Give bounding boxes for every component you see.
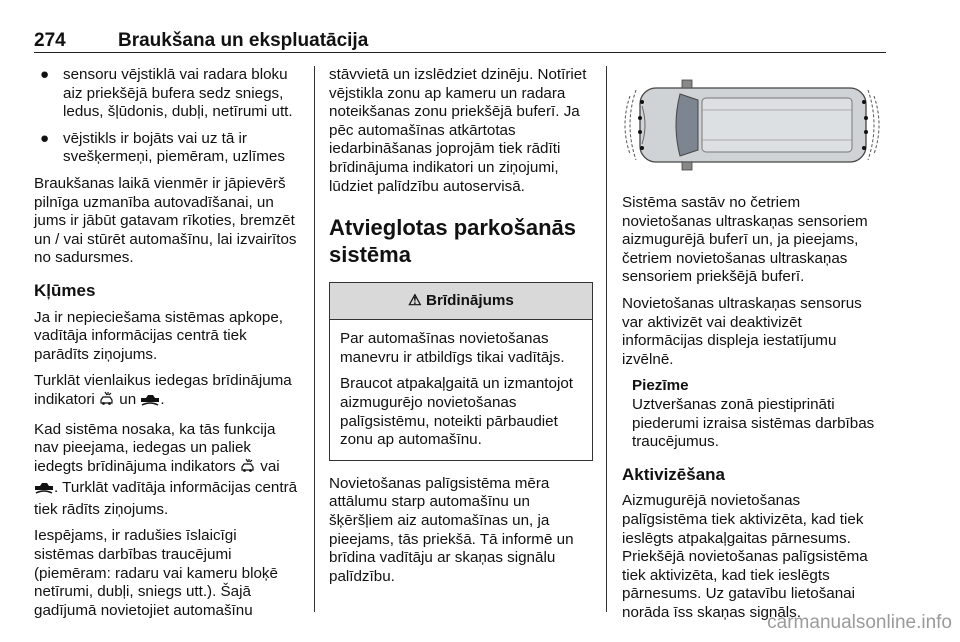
page-number: 274 (34, 30, 66, 51)
heading-faults: Kļūmes (34, 280, 96, 300)
paragraph: Novietošanas ultraskaņas sensorus var aktivizēt vai deaktivizēt informācijas displeja iestatījumu izvēlnē. (622, 294, 862, 368)
page-header (34, 30, 886, 53)
car-top-view-icon (622, 66, 886, 184)
note-title: Piezīme (632, 377, 689, 395)
lane-departure-icon (34, 481, 54, 501)
paragraph: Ja ir nepieciešama sistēmas apkope, vadītāja informācijas centrā tiek parādīts ziņojums. (34, 308, 284, 363)
warning-box (329, 282, 593, 461)
paragraph: Aizmugurējā novietošanas palīgsistēma tiek aktivizēta, kad tiek ieslēgts atpakaļgaitas pārnesums. Priekšējā novietošanas palīgsistēma tiek aktivizēta, kad tiek ieslēgts pārnesums. Uz gatavību lietošanai norāda īss skaņas signāls. (622, 492, 868, 621)
bullet-item (34, 66, 298, 122)
column-divider (606, 66, 607, 612)
warning-body (330, 320, 592, 460)
column-3 (622, 66, 886, 630)
column-2 (329, 66, 593, 594)
paragraph: Sistēma sastāv no četriem novietošanas ultraskaņas sensoriem aizmugurējā buferī un, ja pieejams, četriem novietošanas ultraskaņas sensoriem priekšējā buferī. (622, 194, 868, 286)
collision-warning-icon (99, 391, 115, 413)
paragraph-text: Kad sistēma nosaka, ka tās funkcija nav pieejama, iedegas un paliek iedegts brīdinājuma indikators (34, 420, 276, 475)
bullet-text: vējstikls ir bojāts vai uz tā ir svešķermeņi, piemēram, uzlīmes (63, 129, 285, 166)
watermark-text: carmanualsonline.info (767, 612, 952, 633)
note-block (622, 377, 886, 451)
warning-header (330, 283, 592, 320)
paragraph (34, 372, 298, 412)
heading-activation: Aktivizēšana (622, 464, 725, 484)
column-divider (314, 66, 315, 612)
bullet-dot-icon: ● (40, 66, 50, 83)
warning-text: Par automašīnas novietošanas manevru ir atbildīgs tikai vadītājs. (340, 330, 565, 366)
warning-text: Braucot atpakaļgaitā un izmantojot aizmugurējo novietošanas palīgsistēmu, noteikti pārbaudiet zonu ap automašīnu. (340, 375, 574, 449)
paragraph-text: vai (260, 457, 280, 475)
paragraph-text: . Turklāt vadītāja informācijas centrā tiek rādīts ziņojums. (34, 479, 298, 518)
paragraph-text: . (160, 390, 165, 408)
paragraph-text: Turklāt vienlaikus iedegas brīdinājuma indikatori (34, 372, 292, 408)
column-1 (34, 66, 298, 628)
section-heading: Atvieglotas parkošanās sistēma (329, 215, 576, 268)
bullet-dot-icon: ● (40, 129, 50, 147)
lane-departure-icon (140, 393, 160, 413)
note-text: Uztveršanas zonā piestiprināti piederumi izraisa sistēmas darbības traucējumus. (632, 395, 875, 451)
car-sensor-illustration (622, 66, 886, 184)
bullet-item (34, 130, 298, 167)
bullet-text: sensoru vējstiklā vai radara bloku aiz priekšējā bufera sedz sniegs, ledus, šļūdonis, dubļi, netīrumi utt. (63, 66, 293, 121)
collision-warning-icon (240, 458, 256, 480)
warning-triangle-icon: ⚠ (408, 292, 422, 310)
paragraph (34, 421, 298, 520)
paragraph: Iespējams, ir radušies īslaicīgi sistēmas darbības traucējumi (piemēram: radaru vai kameru bloķē netīrumi, dubļi, sniegs utt.). Šajā gadījumā novietojiet automašīnu (34, 527, 278, 619)
paragraph: Novietošanas palīgsistēma mēra attālumu starp automašīnu un šķēršļiem aiz automašīnas un, ja pieejams, tās priekšā. Tā informē un brīdina vadītāju ar skaņas signālu palīdzību. (329, 474, 574, 585)
paragraph: stāvvietā un izslēdziet dzinēju. Notīriet vējstikla zonu ap kameru un radara noteikšanas zonu priekšējā buferī. Ja pēc automašīnas atkārtotas iedarbināšanas joprojām tiek rādīti brīdinājuma indikatori un ziņojumi, lūdziet palīdzību autoservisā. (329, 66, 587, 195)
warning-title: Brīdinājums (426, 292, 514, 310)
paragraph-text: un (119, 390, 137, 408)
chapter-title: Braukšana un ekspluatācija (118, 30, 369, 51)
paragraph: Braukšanas laikā vienmēr ir jāpievērš pilnīga uzmanība autovadīšanai, un jums ir jābūt gatavam rīkoties, bremzēt un / vai stūrēt automašīnu, lai izvairītos no sadursmes. (34, 174, 297, 267)
